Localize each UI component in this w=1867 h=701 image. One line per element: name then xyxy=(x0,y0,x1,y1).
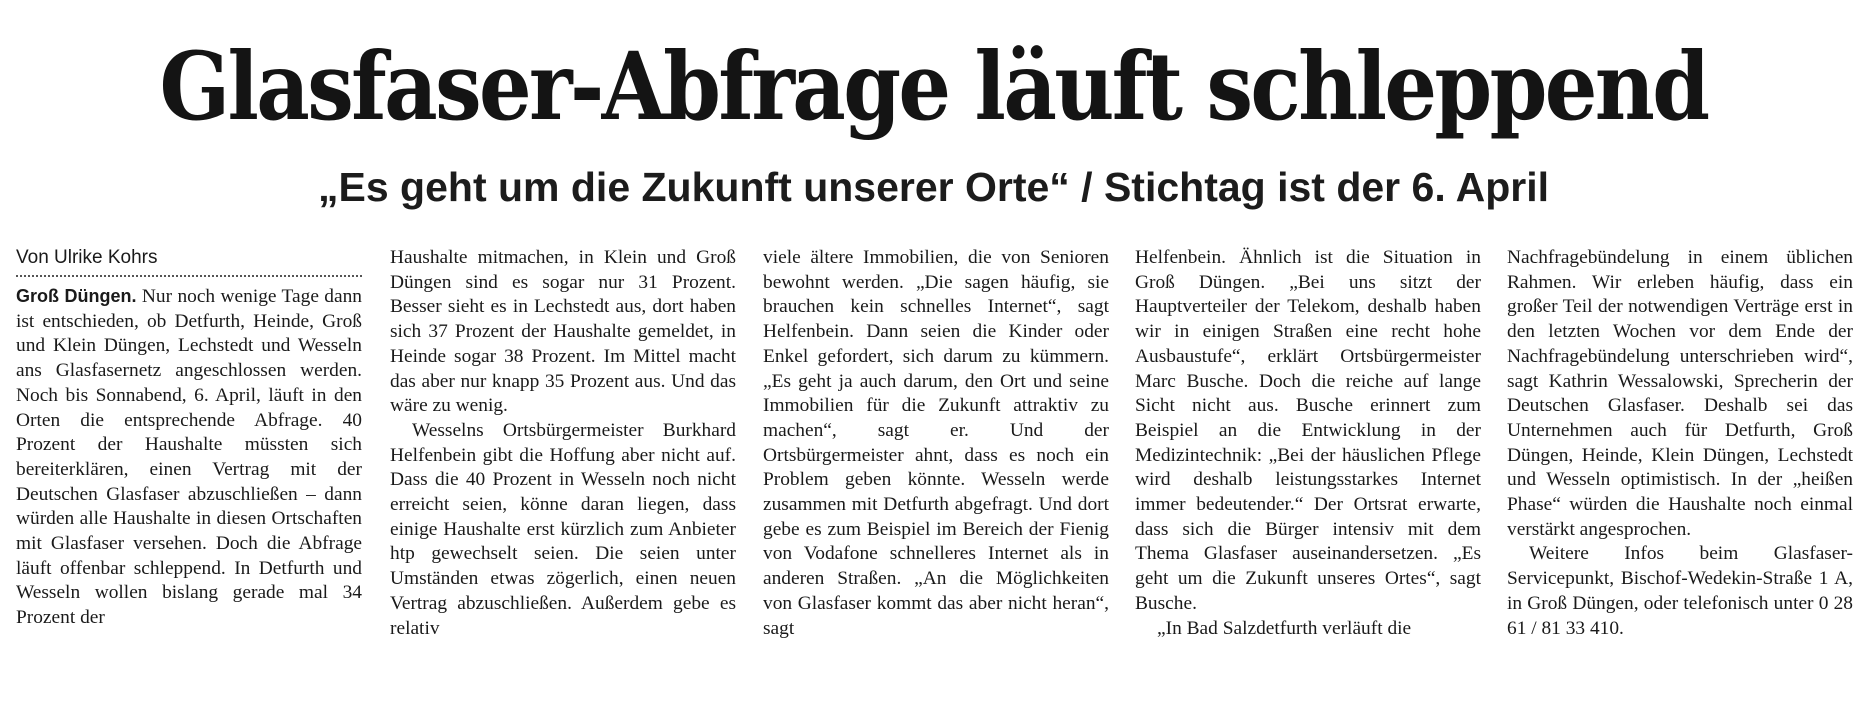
paragraph-3: Wesselns Ortsbürgermeister Burkhard Helfenbein gibt die Hoffung aber nicht auf. Dass die 40 Prozent in Wesseln noch nicht erreicht seien, könne daran liegen, dass einige Haushalte erst kürzlich zum Anbieter htp gewechselt seien. Die seien unter Umständen etwas zögerlich, einen neuen Vertrag abzuschließen. Außerdem gebe es relativ xyxy=(390,419,736,639)
subheadline: „Es geht um die Zukunft unserer Orte“ / Stichtag ist der 6. April xyxy=(318,164,1549,210)
paragraph-8: Weitere Infos beim Glasfaser-Servicepunkt, Bischof-Wedekin-Straße 1 A, in Groß Düngen, oder telefonisch unter 0 28 61 / 81 33 410. xyxy=(1507,543,1853,639)
paragraph-5: Helfenbein. Ähnlich ist die Situation in Groß Düngen. „Bei uns sitzt der Hauptverteiler der Telekom, deshalb haben wir in einigen Straßen eine recht hohe Ausbaustufe“, erklärt Ortsbürgermeister Marc Busche. Doch die reiche auf lange Sicht nicht aus. Busche erinnert zum Beispiel an die Entwicklung in der Medizintechnik: „Bei der häuslichen Pflege wird deshalb leistungsstarkes Internet immer bedeutender.“ Der Ortsrat erwarte, dass sich die Bürger intensiv mit dem Thema Glasfaser auseinandersetzen. „Es geht um die Zukunft unseres Ortes“, sagt Busche. xyxy=(1135,247,1481,614)
paragraph-7: Nachfragebündelung in einem üblichen Rahmen. Wir erleben häufig, dass ein großer Teil der notwendigen Verträge erst in den letzten Wochen vor dem Ende der Nachfragebündelung unterschrieben wird“, sagt Kathrin Wessalowski, Sprecherin der Deutschen Glasfaser. Deshalb sei das Unternehmen auch für Detfurth, Groß Düngen, Heinde, Klein Düngen, Lechstedt und Wesseln optimistisch. In der „heißen Phase“ würden die Haushalte noch einmal verstärkt angesprochen. xyxy=(1507,247,1853,540)
article-column-5 xyxy=(1507,246,1853,641)
article-column-2 xyxy=(390,246,736,641)
article-column-3 xyxy=(763,246,1109,641)
paragraph-4: viele ältere Immobilien, die von Senioren bewohnt werden. „Die sagen häufig, sie brauchen kein schnelles Internet“, sagt Helfenbein. Dann seien die Kinder oder Enkel gefordert, sich darum zu kümmern. „Es geht ja auch darum, den Ort und seine Immobilien für die Zukunft attraktiv zu machen“, sagt er. Und der Ortsbürgermeister ahnt, dass es noch ein Problem geben könnte. Wesseln werde zusammen mit Detfurth abgefragt. Und dort gebe es zum Beispiel im Bereich der Fienig von Vodafone schnelleres Internet als in anderen Straßen. „An die Möglichkeiten von Glasfaser kommt das aber nicht heran“, sagt xyxy=(763,247,1109,639)
paragraph-1-text: Nur noch wenige Tage dann ist entschieden, ob Detfurth, Heinde, Groß und Klein Düngen, Lechstedt und Wesseln ans Glasfasernetz angeschlossen werden. Noch bis Sonnabend, 6. April, läuft in den Orten die entsprechende Abfrage. 40 Prozent der Haushalte müssten sich bereiterklären, einen Vertrag mit der Deutschen Glasfaser abzuschließen – dann würden alle Haushalte in diesen Ortschaften mit Glasfaser versehen. Doch die Abfrage läuft offenbar schleppend. In Detfurth und Wesseln wollen bislang gerade mal 34 Prozent der xyxy=(16,286,362,629)
dateline: Groß Düngen. xyxy=(16,286,137,306)
article-column-1 xyxy=(16,246,362,631)
byline: Von Ulrike Kohrs xyxy=(16,246,362,277)
headline: Glasfaser-Abfrage läuft schleppend xyxy=(159,32,1708,142)
paragraph-6: „In Bad Salzdetfurth verläuft die xyxy=(1157,617,1412,639)
paragraph-2: Haushalte mitmachen, in Klein und Groß Düngen sind es sogar nur 31 Prozent. Besser sieht es in Lechstedt aus, dort haben sich 37 Prozent der Haushalte gemeldet, in Heinde sogar 38 Prozent. Im Mittel macht das aber nur knapp 35 Prozent aus. Und das wäre zu wenig. xyxy=(390,247,736,417)
article-column-4 xyxy=(1135,246,1481,641)
paragraph-1 xyxy=(16,284,362,631)
